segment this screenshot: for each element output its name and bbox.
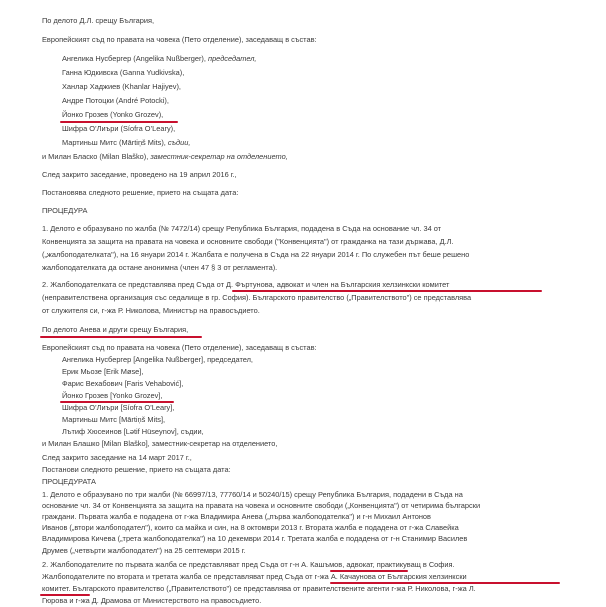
- case2-procedure-heading: ПРОЦЕДУРАТА: [42, 477, 96, 486]
- case2-meeting: След закрито заседание на 14 март 2017 г.,: [42, 453, 192, 462]
- case1-p2-line: (неправителствена организация със седалище в гр. София). Българското правителство („Правителството") се представлява: [42, 293, 472, 302]
- case2-p2-line: Жалбоподателите по втората и третата жалба се представляват пред Съда от г-жа А. Качаунова от Българския хелзинкски: [42, 572, 467, 581]
- case2-p1-line: Владимирова Кичева („трета жалбоподателка") на 10 декември 2014 г. Третата жалба е подадена от г-н Станимир Василев: [42, 534, 468, 543]
- case1-judge: Андре Потоцки (André Potocki),: [62, 96, 169, 105]
- case1-meeting: След закрито заседание, проведено на 19 април 2016 г.,: [42, 170, 237, 179]
- case2-p1-line: Друмев („четвърти жалбоподател") на 25 септември 2015 г.: [42, 546, 246, 555]
- highlight-underline: [232, 290, 542, 292]
- case2-registrar: и Милан Блашко [Milan Blaško], заместник-секретар на отделението,: [42, 439, 278, 448]
- case2-judge: Фарис Вехабович [Faris Vehabović],: [62, 379, 184, 388]
- highlight-underline: [330, 570, 408, 572]
- case2-p1-line: 1. Делото е образувано по три жалби (№ 66997/13, 77760/14 и 50240/15) срещу Република България, подадени в Съда на: [42, 490, 463, 499]
- case1-p1-line: Конвенцията за защита на правата на човека и основните свободи ("Конвенцията") от гражданка на тази държава, Д.Л.: [42, 237, 454, 246]
- case2-judge: Ерик Мьозе [Erik Møse],: [62, 367, 144, 376]
- case2-p1-line: основание чл. 34 от Конвенцията за защита на правата на човека и основните свободи („Конвенцията") от четирима български: [42, 501, 481, 510]
- case1-p1-line: жалбоподателката да остане анонимна (член 47 § 3 от регламента).: [42, 263, 278, 272]
- case1-p1-line: 1. Делото е образувано по жалба (№ 7472/14) срещу Република България, подадена в Съда на основание чл. 34 от: [42, 224, 442, 233]
- case1-judge-grozev: Йонко Грозев (Yonko Grozev),: [62, 110, 164, 119]
- case1-p2-line: от служителя си, г-жа Р. Николова, Министър на правосъдието.: [42, 306, 260, 315]
- case1-judge: Мартиньш Митс (Mārtiņš Mits), съдии,: [62, 138, 191, 147]
- case2-p2-line: комитет. Българското правителство („Правителството") се представлява от правителствените агенти г-жа Р. Николова, г-жа Л.: [42, 584, 476, 593]
- case1-judge: Ганна Юдкивска (Ganna Yudkivska),: [62, 68, 185, 77]
- case1-judge: Шифра О’Лиъри (Síofra O’Leary),: [62, 124, 176, 133]
- highlight-underline: [40, 336, 202, 338]
- case2-intro: Европейският съд по правата на човека (Пето отделение), заседаващ в състав:: [42, 343, 317, 352]
- case2-p1-line: Иванов („втори жалбоподател"), които са майка и син, на 8 октомври 2013 г. Втората жалба е подадена от г-жа Славейка: [42, 523, 459, 532]
- case1-p2-line: 2. Жалбоподателката се представлява пред Съда от Д. Фъртунова, адвокат и член на Българския хелзинкски комитет: [42, 280, 450, 289]
- highlight-underline: [40, 594, 90, 596]
- case2-judge: Шифра О’Лиъри [Síofra O’Leary],: [62, 403, 175, 412]
- case1-title: По делото Д.Л. срещу България,: [42, 16, 155, 25]
- case2-judge: Лътиф Хюсеинов [Lətif Hüseynov], съдии,: [62, 427, 204, 436]
- case2-judge-grozev: Йонко Грозев [Yonko Grozev],: [62, 391, 163, 400]
- case2-decision: Постанови следното решение, прието на същата дата:: [42, 465, 231, 474]
- case1-registrar: и Милан Бласко (Milan Blaško), заместник-секретар на отделението,: [42, 152, 288, 161]
- highlight-underline: [330, 582, 560, 584]
- case1-procedure-heading: ПРОЦЕДУРА: [42, 206, 88, 215]
- case1-judge: Ханлар Хаджиев (Khanlar Hajiyev),: [62, 82, 181, 91]
- case1-decision: Постановява следното решение, прието на същата дата:: [42, 188, 239, 197]
- highlight-underline: [60, 121, 178, 123]
- case1-intro: Европейският съд по правата на човека (Пето отделение), заседаващ в състав:: [42, 35, 317, 44]
- case1-p1-line: („жалбоподателката"), на 16 януари 2014 г. Жалбата е получена в Съда на 22 януари 2014 г. По служебен път беше решено: [42, 250, 470, 259]
- case2-judge: Мартиньш Митс [Mārtiņš Mits],: [62, 415, 166, 424]
- case2-p2-line: Гюрова и г-жа Д. Драмова от Министерството на правосъдието.: [42, 596, 262, 605]
- case2-judge: Ангелика Нусбергер [Angelika Nußberger], председател,: [62, 355, 253, 364]
- case1-judge: Ангелика Нусбергер (Angelika Nußberger), председател,: [62, 54, 257, 63]
- case2-p2-line: 2. Жалбоподателите по първата жалба се представляват пред Съда от г-н А. Кашъмов, адвокат, практикуващ в София.: [42, 560, 455, 569]
- case2-title: По делото Анева и други срещу България,: [42, 325, 189, 334]
- case2-p1-line: граждани. Първата жалба е подадена от г-жа Владимира Анева („първа жалбоподателка") и г-н Михаил Антонов: [42, 512, 431, 521]
